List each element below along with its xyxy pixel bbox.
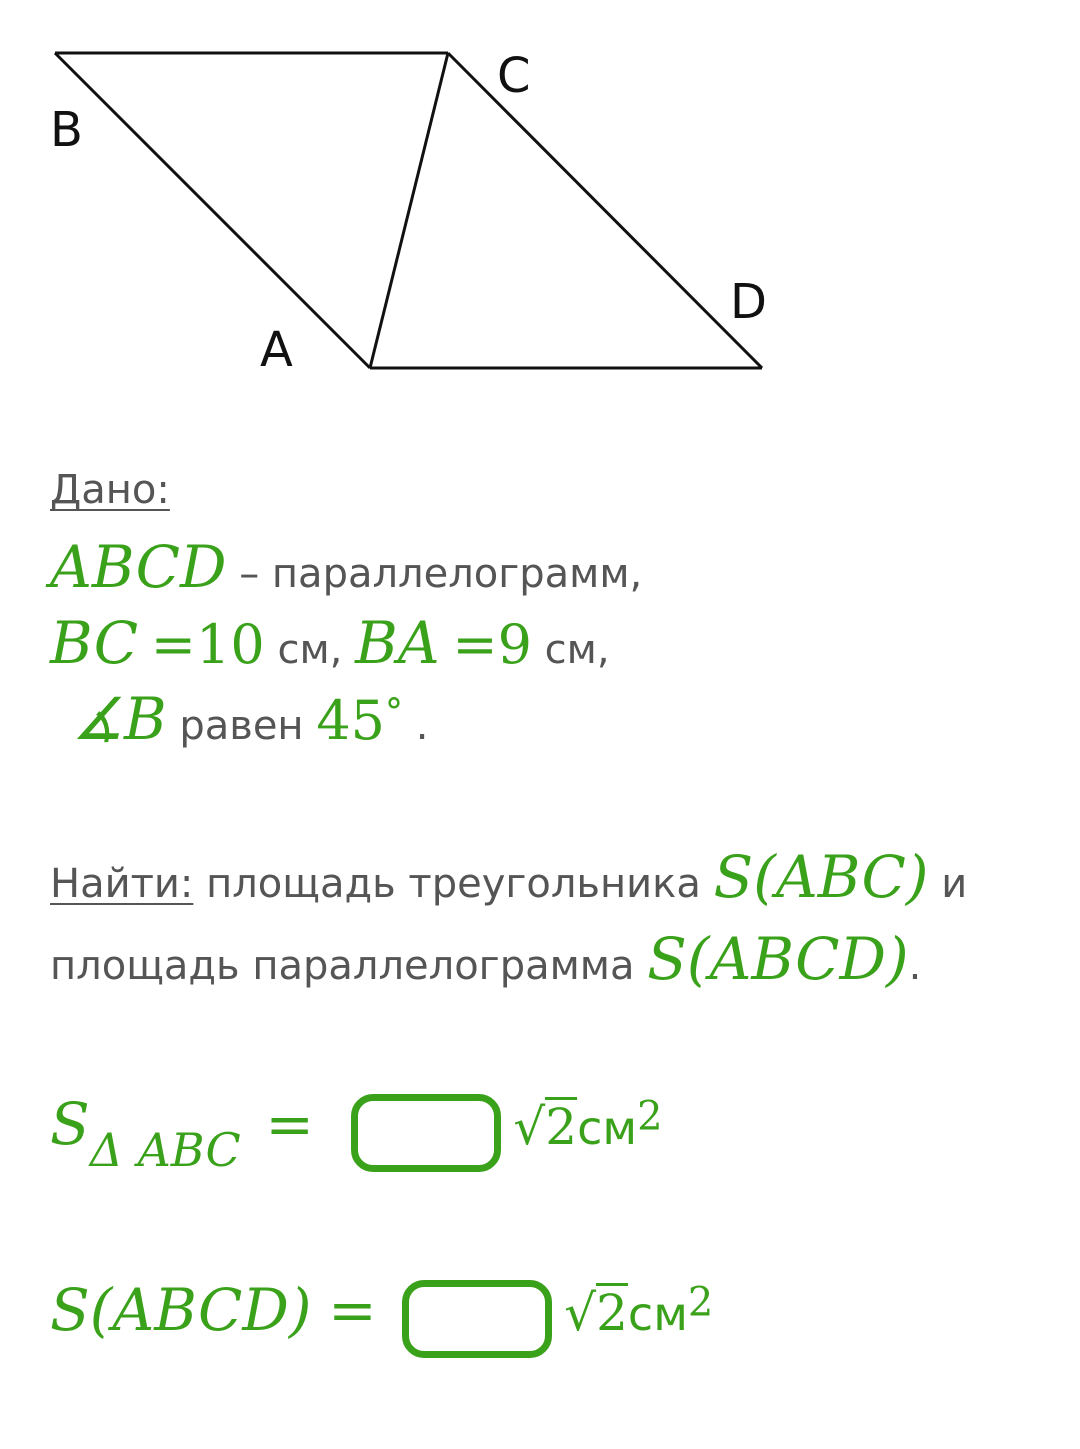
parallelogram-figure xyxy=(0,0,1080,420)
answer-2-sqrt xyxy=(564,1284,628,1342)
math-ba-value: 9 xyxy=(497,613,532,676)
find-heading: Найти: xyxy=(50,861,194,907)
find-dot: . xyxy=(908,943,922,989)
math-angle-value: 45 xyxy=(316,689,386,752)
answer-2-radicand: 2 xyxy=(596,1284,628,1342)
answer-1-eq: = xyxy=(265,1090,314,1158)
math-ba: BA xyxy=(355,609,440,677)
unit-cm-2: см, xyxy=(544,627,610,673)
sqrt-icon: √ xyxy=(513,1098,546,1156)
vertex-label-d: D xyxy=(730,274,767,330)
math-bc: BC xyxy=(50,609,139,677)
math-eq-1: = xyxy=(150,613,197,676)
answer-2-power: 2 xyxy=(687,1279,714,1326)
unit-cm-1: см, xyxy=(277,627,343,673)
given-line-2 xyxy=(50,609,610,677)
given-line-3-dot: . xyxy=(415,703,429,749)
answer-2-eq: = xyxy=(328,1276,377,1344)
given-heading-text: Дано: xyxy=(50,467,170,513)
math-s-abcd: S(ABCD) xyxy=(647,925,909,993)
vertex-label-c: C xyxy=(497,48,531,104)
math-s-abc: S(ABC) xyxy=(713,843,929,911)
given-line-1 xyxy=(50,533,643,601)
side-ba xyxy=(55,53,370,368)
sqrt-icon: √ xyxy=(564,1284,597,1342)
given-line-3-text: равен xyxy=(179,703,304,749)
answer-1-sqrt xyxy=(513,1098,577,1156)
answer-1-unit: см xyxy=(577,1101,638,1155)
math-eq-2: = xyxy=(452,613,498,676)
answer-2-lhs: S(ABCD) xyxy=(50,1276,312,1344)
answer-row-parallelogram xyxy=(50,1276,714,1358)
math-abcd: ABCD xyxy=(50,533,227,601)
given-line-3 xyxy=(72,685,429,753)
given-heading xyxy=(50,467,170,513)
answer-1-subscript: Δ ABC xyxy=(89,1123,241,1177)
math-angle-b: ∡B xyxy=(72,685,167,753)
answer-input-parallelogram-area[interactable] xyxy=(402,1280,552,1358)
math-bc-value: 10 xyxy=(196,613,265,676)
find-conj: и xyxy=(941,861,968,907)
diagonal-ac xyxy=(370,53,448,368)
find-line-2 xyxy=(50,925,922,993)
side-cd xyxy=(448,48,762,368)
answer-1-radicand: 2 xyxy=(545,1098,578,1156)
given-line-1-text: – параллелограмм, xyxy=(239,551,643,597)
math-degree: ° xyxy=(385,692,404,734)
vertex-label-a: A xyxy=(260,322,293,378)
answer-1-power: 2 xyxy=(637,1093,663,1140)
find-text-2: площадь параллелограмма xyxy=(50,943,635,989)
vertex-label-b: B xyxy=(50,102,83,158)
answer-2-unit: см xyxy=(627,1287,688,1341)
find-line-1 xyxy=(50,843,968,911)
answer-1-lhs: S xyxy=(50,1090,90,1158)
answer-row-triangle xyxy=(50,1090,663,1177)
answer-input-triangle-area[interactable] xyxy=(351,1094,501,1172)
find-text-1: площадь треугольника xyxy=(206,861,701,907)
